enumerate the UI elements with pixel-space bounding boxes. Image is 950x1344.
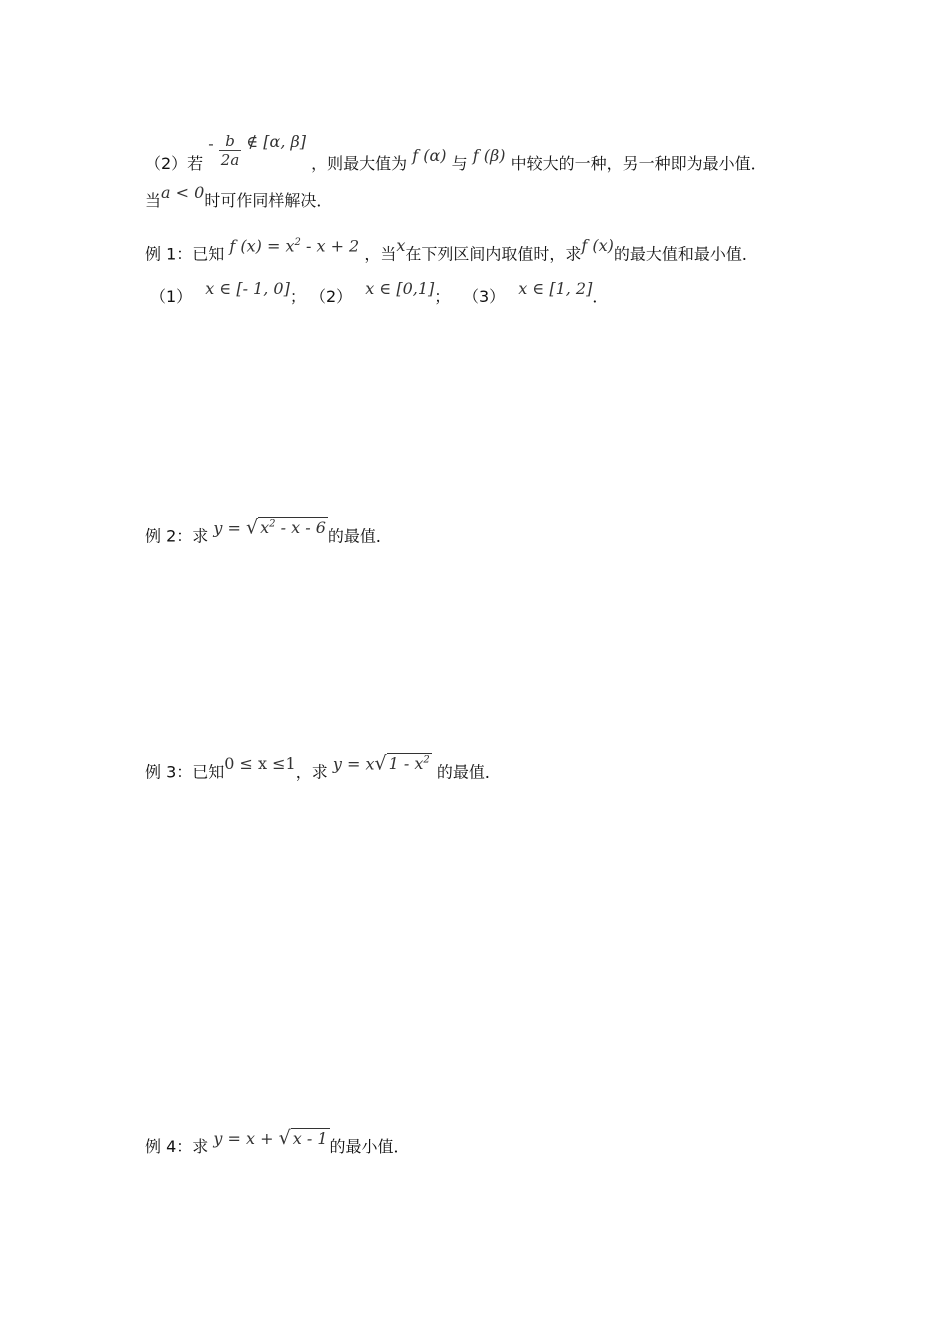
ex1-f-rest: - x + 2	[300, 236, 360, 256]
radicand	[387, 753, 432, 773]
ex3-condition: 0 ≤ x ≤1	[224, 754, 296, 774]
case2-line	[145, 132, 767, 183]
ex1-item-2	[310, 279, 451, 308]
ex1-mid1: ，当	[364, 244, 397, 264]
case2-text2: 与	[451, 154, 468, 173]
ex1-items	[150, 279, 609, 308]
ex1-item-3	[463, 279, 609, 308]
note-line	[145, 183, 333, 212]
case2-condition	[208, 132, 306, 169]
ex3-formula	[333, 750, 432, 775]
note-math: a < 0	[161, 183, 205, 202]
note-post: 时可作同样解决．	[204, 191, 333, 210]
radical-sign-icon: √	[278, 1127, 291, 1149]
ex4-formula	[213, 1127, 329, 1150]
item-end: ；	[434, 287, 451, 306]
radicand-exponent: 2	[423, 755, 430, 766]
sqrt-radical	[246, 514, 328, 539]
ex3-lhs: y = x	[332, 754, 375, 774]
ex1-exponent: 2	[294, 237, 301, 248]
ex4-lhs: y = x +	[213, 1129, 274, 1148]
ex2-lhs: y =	[213, 518, 241, 538]
case2-text3: 中较大的一种，另一种即为最小值．	[510, 154, 767, 173]
minus-sign: -	[208, 134, 214, 153]
sqrt-radical	[279, 1127, 330, 1150]
item-label: （3）	[463, 287, 506, 306]
radicand-b: - x - 6	[275, 518, 326, 538]
ex1-pre: 例 1：已知	[145, 244, 225, 264]
ex1-x: x	[396, 236, 406, 256]
item-math: x ∈ [- 1, 0]	[205, 279, 290, 298]
ex3-mid: ，求	[295, 762, 328, 782]
ex2-formula	[213, 514, 328, 539]
item-end: ．	[592, 287, 609, 306]
not-in-interval: ∉ [α, β]	[246, 132, 307, 151]
case2-label: （2）若	[145, 154, 204, 173]
ex2-post: 的最值．	[327, 526, 392, 546]
example-3	[145, 752, 501, 783]
case2-text1: ，则最大值为	[311, 154, 408, 173]
ex3-post: 的最值．	[436, 762, 501, 782]
ex1-mid2: 在下列区间内取值时，求	[405, 244, 582, 264]
ex1-item-1	[150, 279, 306, 306]
radicand: x - 1	[292, 1129, 328, 1148]
ex4-pre: 例 4：求	[145, 1137, 209, 1156]
ex1-f-base: f (x) = x	[229, 236, 295, 256]
item-label: （1）	[150, 287, 193, 306]
radicand-a: 1 - x	[388, 754, 424, 774]
item-label: （2）	[310, 287, 353, 306]
fraction-numerator: b	[219, 132, 242, 151]
ex4-post: 的最小值．	[329, 1137, 410, 1156]
ex1-function	[229, 232, 359, 257]
ex1-post: 的最大值和最小值．	[613, 244, 758, 264]
fraction-b-over-2a	[219, 132, 242, 169]
radicand-a: x	[260, 518, 270, 538]
radical-sign-icon: √	[246, 516, 259, 539]
radicand	[258, 517, 328, 537]
f-alpha: f (α)	[412, 146, 447, 165]
sqrt-radical	[374, 750, 431, 775]
example-2	[145, 516, 392, 547]
ex3-pre: 例 3：已知	[145, 762, 225, 782]
ex1-fx: f (x)	[581, 236, 614, 256]
example-4	[145, 1127, 410, 1158]
note-pre: 当	[145, 191, 162, 210]
radical-sign-icon: √	[374, 752, 387, 775]
item-math: x ∈ [1, 2]	[518, 279, 593, 298]
item-math: x ∈ [0,1]	[365, 279, 435, 298]
fraction-denominator: 2a	[220, 151, 240, 169]
radicand-exponent: 2	[269, 519, 276, 530]
ex2-pre: 例 2：求	[145, 526, 209, 546]
f-beta: f (β)	[472, 146, 506, 165]
item-end: ；	[289, 287, 306, 306]
example-1	[145, 236, 758, 265]
